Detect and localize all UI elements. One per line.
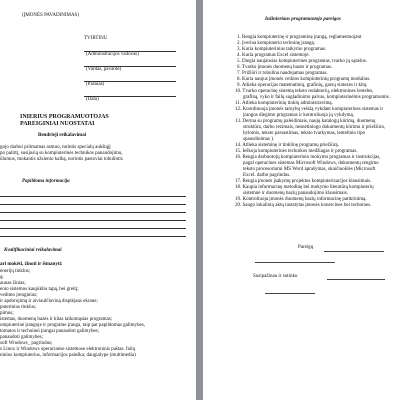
general-text-1: gojo darbui priimamas asmuo, turintis specialų aukštąjį bbox=[0, 145, 111, 150]
duty-item: 5. Diegia naujausias kompiuterines programas, tvarko jų sąrašus. bbox=[237, 59, 367, 64]
extra-info-line-4 bbox=[0, 220, 186, 221]
qualification-heading: Kvalifikaciniai reikalavimai bbox=[4, 248, 62, 253]
name-line bbox=[255, 262, 335, 263]
duty-item: 3. Kuria kompiuterinius taikymo programas. bbox=[237, 47, 327, 52]
duty-item: 19. Kontroliuoja įmonės duomenų bazių informacinę patikrinimą. bbox=[235, 197, 367, 202]
general-heading: Bendrieji reikalavimai bbox=[38, 133, 87, 138]
title-line-2: PAREIGINIAI NUOSTATAI bbox=[20, 121, 95, 127]
company-name: (ĮMONĖS PAVADINIMAS) bbox=[22, 13, 80, 18]
knowledge-item: soft Windows_ pagrindus; bbox=[0, 341, 53, 346]
duty-item: 12. Koordinuoja įmonės tarnybų veiklą vykdant kompiuterines sistemas ir bbox=[235, 107, 384, 112]
knowledge-item: enerijų tinklus; bbox=[0, 269, 31, 274]
duty-item: 2. Įverina kompiuterio techninę įrangą. bbox=[237, 41, 316, 46]
extra-info-heading: Papildoma informacija bbox=[22, 179, 70, 184]
duty-item: 7. Prižiūri ir tobulina naudojamas programas. bbox=[237, 71, 328, 76]
knowledge-item: aunas žinias; bbox=[0, 281, 26, 286]
duty-item: 17. Rengia įmonės įsakymų projektus kompiuterizacijos klausimais. bbox=[235, 179, 372, 184]
knowledge-item: enio sistemos kaupiklio tapą, bei greitį; bbox=[0, 287, 79, 292]
duty-item: 16. Rengia darbuotojų kompiuterinio mokymo programas ir instrukcijas, bbox=[235, 155, 381, 160]
duty-item: 10. Tvarko operacinę sistemą teksto redaktorių, elektronines lenteles, bbox=[235, 89, 374, 94]
knowledge-item: s Linux ir Windows operacinėse sistemose elektroninis paštas. failų bbox=[0, 347, 136, 352]
general-text-3: ūlumus, mokantis užsienio kalbą, norintis pastoviai tobulintis bbox=[0, 157, 123, 162]
duties-title: Inžinieriaus programuotojo pareigos bbox=[265, 17, 341, 22]
duty-item-continued: struktūra, darbo rezimais, nesnėtiniogo dokumentų kūrimu ir priežiūra, bbox=[243, 125, 385, 130]
knowledge-item: vedimo įrenginius; bbox=[0, 293, 38, 298]
extra-info-line-2 bbox=[0, 204, 186, 205]
duty-item: 4. Kuria programas Excel sistemoje. bbox=[237, 53, 310, 58]
duty-item-continued: įrangos diegimo programas ir kontroliuoja jų vykdymą. bbox=[243, 113, 354, 118]
agreement-signature-line bbox=[327, 279, 385, 280]
document-page-left bbox=[0, 0, 196, 400]
duty-item-continued: spausdinimas ). bbox=[243, 137, 275, 142]
date-label: (Data) bbox=[86, 97, 99, 102]
duty-item: 11. Atlieka kompiuterinių tinklų administravimą. bbox=[235, 101, 333, 106]
duty-item: 1. Rengia kompiuterinę ir programinę įrangą, reglamentuojant bbox=[237, 35, 362, 40]
knowledge-item: panaudoti galimybes; bbox=[0, 335, 43, 340]
extra-info-line-6 bbox=[0, 236, 186, 237]
duty-item-continued: Excel. darbo pagrindus. bbox=[243, 173, 291, 178]
duty-item: 13. Derina su programų paleidimais, naujų katalogų kūrimą, duomenų bbox=[235, 119, 376, 124]
duty-item: 20. Saugo lokalinių aktų iustatytas įmonės konercines bei technines. bbox=[235, 203, 372, 208]
knowledge-item: pimus; bbox=[0, 311, 14, 316]
agreement-label: Susipažinau ir sutinku bbox=[253, 274, 298, 279]
document-page-right bbox=[203, 0, 400, 400]
knowledge-item: istemas, duomenų bazės ir kitas taikomąsias programas; bbox=[0, 317, 113, 322]
approver-name-label: (Vardas, pavardė) bbox=[86, 67, 122, 72]
duty-item-continued: teksto procesoriumi MS Word aprašymas, skaičiuoklės (Microsoft bbox=[243, 167, 376, 172]
duty-item-continued: pagal operacines sistemas Microsoft Windows, dokumentų rengimo bbox=[243, 161, 379, 166]
duty-item: 14. Atlieka sisteminę ir tinklinę programų priežiūrą. bbox=[235, 143, 339, 148]
knowledge-item: tomatos ir techninei įrangai panaudoti galimybes; bbox=[0, 329, 100, 334]
knowledge-item: ompiuterinė įrangoje ir programe įranga, taip pat papildomas galimybes, bbox=[0, 323, 145, 328]
knowledge-item: puterinius tinklus; bbox=[0, 305, 37, 310]
extra-info-line-5 bbox=[0, 228, 186, 229]
signature-label: (Parašas) bbox=[86, 82, 105, 87]
duty-item-continued: sistemnė ir duomenų bazių panaudojimo klausimais. bbox=[243, 191, 348, 196]
position-signature-line bbox=[324, 251, 384, 252]
duty-item-continued: grafiną, vyko ir failų sugladinimo palvas, kompiuterinėmis programomis. bbox=[243, 95, 390, 100]
knowledge-item: ninius kompiuterius, informacijos paieška; daugialype (multimedia) bbox=[0, 353, 136, 358]
extra-info-line-1 bbox=[0, 196, 186, 197]
approve-label: TVIRTINU bbox=[84, 36, 108, 41]
duty-item: 15. Ieškoja kompiuterinės technikos medžiagas ir programas. bbox=[235, 149, 358, 154]
general-text-2: po patirtį, susijusią su kompiuterinės technikos panaudojimu, bbox=[0, 151, 123, 156]
approver-position-label: (Administracijos vadovas) bbox=[86, 52, 139, 57]
duty-item: 6. Tvarko įmonės duomenų bazes ir programas. bbox=[237, 65, 333, 70]
knowledge-item: ą; bbox=[0, 275, 4, 280]
familiarized-label: Pareigų bbox=[298, 245, 314, 250]
duty-item: 8. Kuria naujus įmonės veiklos kompiuterinių programų modulius. bbox=[237, 77, 371, 82]
duty-item-continued: bylomis, teksto parsastimas, teksto tvarkymas, lentelinio tipo bbox=[243, 131, 366, 136]
knowledge-item: ir apdorojimą ir aiviaulčiaviną displėjaus ekrane; bbox=[0, 299, 98, 304]
date-signature-line bbox=[265, 293, 315, 294]
title-line-1: INIERIUS PROGRAMUOTOJAS bbox=[20, 114, 109, 120]
extra-info-line-3 bbox=[0, 212, 186, 213]
duty-item: 18. Kaupia informacinę metodinę bei mokymo literatūrą kompiuterių bbox=[235, 185, 374, 190]
knowledge-heading: ari mokėti, žinoti ir išmanyti: bbox=[0, 262, 63, 267]
duty-item: 9. Atlieka operacijas matematinių, grafinių, garsų sintezės ir kitų. bbox=[237, 83, 368, 88]
